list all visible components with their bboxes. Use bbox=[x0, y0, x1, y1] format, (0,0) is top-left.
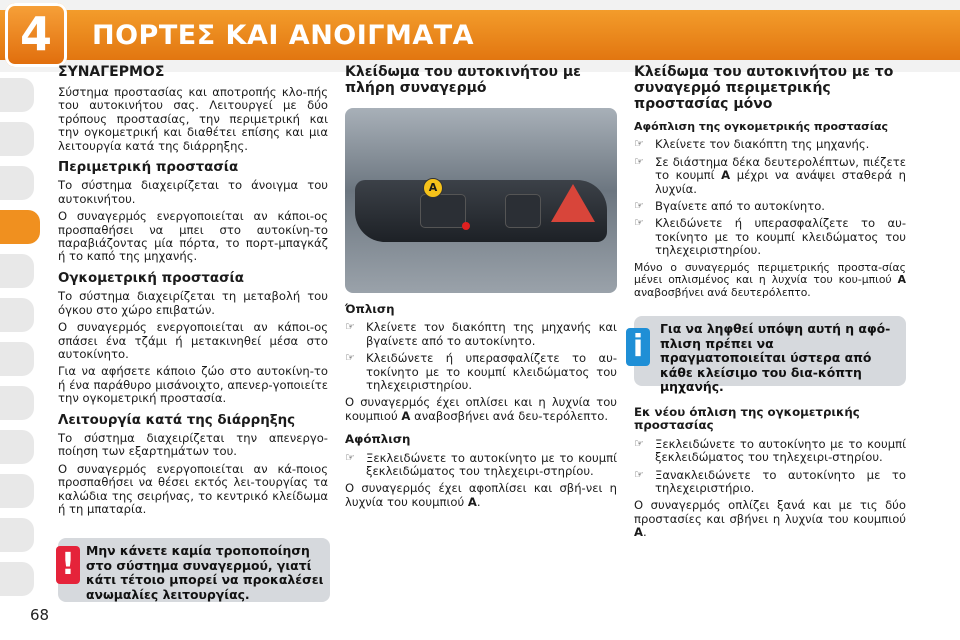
paragraph: Το σύστημα διαχειρίζεται την απενεργο-ποίηση των εξαρτημάτων του. bbox=[58, 430, 328, 459]
section-title: Κλείδωμα του αυτοκινήτου με το συναγερμό περιμετρικής προστασίας μόνο bbox=[634, 64, 894, 112]
warning-icon: ! bbox=[56, 546, 80, 584]
rearm-heading: Εκ νέου όπλιση της ογκομετρικής προστασίας bbox=[634, 405, 860, 433]
chapter-tab[interactable] bbox=[0, 562, 34, 596]
pointing-hand-icon: ☞ bbox=[345, 351, 355, 365]
list-item-text: Κλειδώνετε ή υπερασφαλίζετε το αυ-τοκίνητο με το κουμπί κλειδώματος του τηλεχειριστηρίου. bbox=[655, 216, 906, 258]
pointing-hand-icon: ☞ bbox=[345, 320, 355, 334]
text-run: Ο συναγερμός έχει οπλίσει και η λυχνία του κουμπιού bbox=[345, 395, 617, 423]
paragraph: Το σύστημα διαχειρίζεται το άνοιγμα του αυτοκινήτου. bbox=[58, 178, 328, 206]
paragraph: Ο συναγερμός ενεργοποιείται αν κάποι-ος σπάσει ένα τζάμι ή μετακινηθεί μέσα στο αυτοκίνητο. bbox=[58, 320, 328, 361]
list-item bbox=[345, 321, 617, 348]
column-full-alarm bbox=[345, 64, 617, 513]
section-title: Κλείδωμα του αυτοκινήτου με πλήρη συναγερμό bbox=[345, 64, 581, 96]
chapter-tab[interactable] bbox=[0, 386, 34, 420]
sub-heading: Αφόπλιση της ογκομετρικής προστασίας bbox=[634, 120, 889, 133]
text-run: . bbox=[476, 494, 481, 509]
text-run: . bbox=[642, 525, 647, 540]
page-header bbox=[0, 0, 960, 72]
chapter-tab[interactable] bbox=[0, 166, 34, 200]
chapter-tab-active[interactable] bbox=[0, 210, 40, 244]
list-item bbox=[634, 138, 906, 151]
arming-heading: Όπλιση bbox=[345, 302, 395, 316]
list-item bbox=[634, 469, 906, 496]
paragraph: Ο συναγερμός ενεργοποιείται αν κά-ποιος προσπαθήσει να θέσει εκτός λει-τουργίας τα καλώδια της σειρήνας, το κεντρικό κλείδωμα ή τη μπαταρία. bbox=[58, 461, 328, 516]
paragraph: Το σύστημα διαχειρίζεται τη μεταβολή του όγκου στο χώρο επιβατών. bbox=[58, 289, 328, 317]
lock-button-icon bbox=[505, 194, 541, 228]
list-item-text: Κλείνετε τον διακόπτη της μηχανής. bbox=[655, 137, 870, 152]
alarm-button bbox=[420, 194, 466, 228]
intro-paragraph: Σύστημα προστασίας και αποτροπής κλο-πής του αυτοκινήτου σας. Λειτουργεί με δύο τρόπους προστασίας, την περιμετρική και την ογκομετρική και διαθέτει επίσης και μια λειτουργία κατά της διάρρηξης. bbox=[58, 85, 328, 153]
text-run: Ο συναγερμός οπλίζει ξανά και με τις δύο προστασίες και σβήνει η λυχνία του κουμπιού bbox=[634, 498, 906, 526]
chapter-tab[interactable] bbox=[0, 474, 34, 508]
info-text: Για να ληφθεί υπόψη αυτή η αφό-πλιση πρέπει να πραγματοποιείται ύστερα από κάθε κλείσιμο του δια-κόπτη μηχανής. bbox=[660, 321, 891, 395]
dashboard-photo bbox=[345, 108, 617, 293]
disarming-heading: Αφόπλιση bbox=[345, 432, 411, 447]
text-run: αναβοσβήνει ανά δευ-τερόλεπτο. bbox=[410, 408, 609, 423]
list-item bbox=[634, 200, 906, 213]
text-run: μέχρι να ανάψει σταθερά η λυχνία. bbox=[655, 168, 907, 196]
list-item bbox=[345, 452, 617, 479]
text-run: Σε διάστημα δέκα δευτερολέπτων, πιέζετε το κουμπί bbox=[655, 154, 906, 183]
section-title: ΣΥΝΑΓΕΡΜΟΣ bbox=[58, 64, 165, 80]
pointing-hand-icon: ☞ bbox=[634, 199, 644, 213]
list-item-text: Κλειδώνετε ή υπερασφαλίζετε το αυ-τοκίνητο με το κουμπί κλειδώματος του τηλεχειριστηρίου. bbox=[366, 351, 617, 393]
paragraph bbox=[345, 396, 617, 423]
chapter-number: 4 bbox=[19, 7, 52, 61]
list-item bbox=[634, 217, 906, 257]
pointing-hand-icon: ☞ bbox=[634, 137, 644, 151]
button-key: A bbox=[634, 525, 643, 540]
chapter-tab[interactable] bbox=[0, 430, 34, 464]
pointing-hand-icon: ☞ bbox=[634, 436, 644, 450]
list-item-text: Ξεκλειδώνετε το αυτοκίνητο με το κουμπί ξεκλειδώματος του τηλεχειρι-στηρίου. bbox=[366, 450, 617, 479]
chapter-tab[interactable] bbox=[0, 518, 34, 552]
paragraph: Ο συναγερμός ενεργοποιείται αν κάποι-ος προσπαθήσει να μπει στο αυτοκίνη-το παραβιάζοντας μία πόρτα, το πορτ-μπαγκάζ ή το καπό της μηχανής. bbox=[58, 209, 328, 264]
paragraph bbox=[345, 482, 617, 509]
chapter-tab[interactable] bbox=[0, 122, 34, 156]
button-key: A bbox=[897, 273, 906, 287]
chapter-tab[interactable] bbox=[0, 342, 34, 376]
button-key: A bbox=[467, 494, 477, 509]
text-run: Ο συναγερμός έχει αφοπλίσει και σβή-νει η λυχνία του κουμπιού bbox=[345, 481, 617, 509]
perimeter-heading: Περιμετρική προστασία bbox=[58, 160, 239, 176]
info-icon: i bbox=[626, 328, 650, 366]
pointing-hand-icon: ☞ bbox=[634, 154, 644, 168]
chapter-badge bbox=[5, 3, 67, 67]
pointing-hand-icon: ☞ bbox=[634, 216, 644, 230]
column-rearm bbox=[634, 406, 906, 544]
button-key: A bbox=[721, 168, 731, 183]
callout-label: A bbox=[423, 178, 443, 198]
list-item bbox=[345, 352, 617, 392]
anti-tamper-heading: Λειτουργία κατά της διάρρηξης bbox=[58, 412, 296, 428]
pointing-hand-icon: ☞ bbox=[634, 467, 644, 481]
chapter-tab[interactable] bbox=[0, 78, 34, 112]
text-run: Μόνο ο συναγερμός περιμετρικής προστα-σίας μένει οπλισμένος και η λυχνία του κου-μπιού bbox=[634, 260, 906, 287]
paragraph bbox=[634, 499, 906, 539]
warning-text: Μην κάνετε καμία τροποποίηση στο σύστημα συναγερμού, γιατί κάτι τέτοιο μπορεί να προκαλέσει ανωμαλίες λειτουργίας. bbox=[86, 543, 324, 602]
chapter-title: ΠΟΡΤΕΣ ΚΑΙ ΑΝΟΙΓΜΑΤΑ bbox=[92, 20, 475, 51]
paragraph: Για να αφήσετε κάποιο ζώο στο αυτοκίνη-το ή ένα παράθυρο μισάνοιχτο, απενερ-γοποιείτε την ογκομετρική προστασία. bbox=[58, 364, 328, 406]
page-number: 68 bbox=[30, 606, 50, 624]
text-run: αναβοσβήνει ανά δευτερόλεπτο. bbox=[634, 286, 811, 300]
button-key: A bbox=[401, 408, 411, 423]
chapter-tab[interactable] bbox=[0, 254, 34, 288]
alarm-led bbox=[462, 222, 470, 230]
pointing-hand-icon: ☞ bbox=[345, 450, 355, 464]
list-item-text: Βγαίνετε από το αυτοκίνητο. bbox=[655, 199, 825, 214]
list-item bbox=[634, 156, 906, 196]
chapter-tab[interactable] bbox=[0, 298, 34, 332]
list-item bbox=[634, 438, 906, 465]
volumetric-heading: Ογκομετρική προστασία bbox=[58, 270, 244, 286]
column-perimeter-only bbox=[634, 64, 906, 304]
hazard-triangle-icon bbox=[551, 184, 595, 222]
paragraph bbox=[634, 262, 906, 300]
list-item-text: Ξανακλειδώνετε το αυτοκίνητο με το τηλεχειριστήριο. bbox=[655, 467, 906, 496]
list-item-text: Κλείνετε τον διακόπτη της μηχανής και βγαίνετε από το αυτοκίνητο. bbox=[366, 320, 617, 348]
list-item-text: Ξεκλειδώνετε το αυτοκίνητο με το κουμπί ξεκλειδώματος του τηλεχειρι-στηρίου. bbox=[655, 436, 906, 465]
column-alarm-intro bbox=[58, 64, 328, 520]
chapter-tabs bbox=[0, 78, 34, 598]
